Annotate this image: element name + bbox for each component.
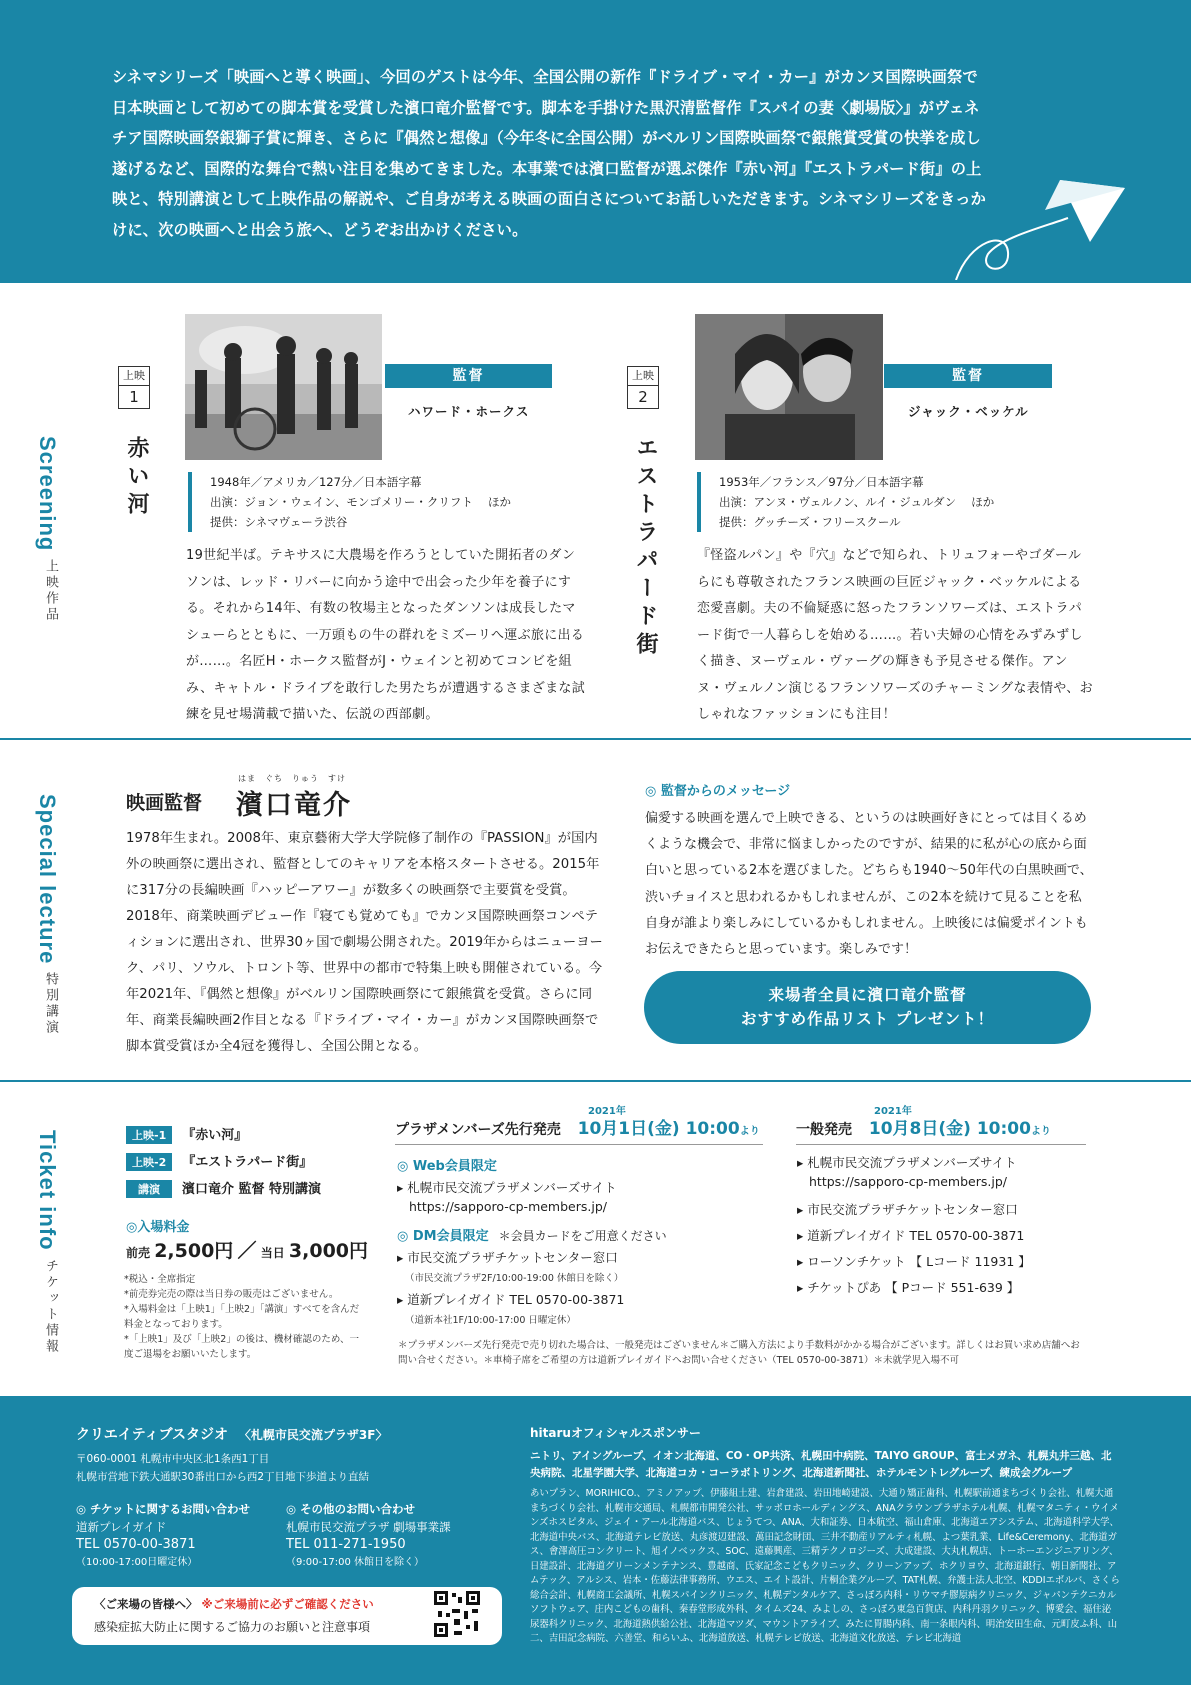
screening-label-jp: 上映作品 xyxy=(43,559,58,624)
intro-text: シネマシリーズ「映画へと導く映画」、今回のゲストは今年、全国公開の新作『ドライブ・マイ・カー』がカンヌ国際映画祭で日本映画として初めての脚本賞を受賞した濱口竜介監督です。脚本を手掛けた黒沢清監督作『スパイの妻〈劇場版〉』がヴェネチア国際映画祭銀獅子賞に輝き、さらに『偶然と想像』（今年冬に全国公開）がベルリン国際映画祭で銀熊賞受賞の快挙を成し遂げるなど、国際的な舞台で熱い注目を集めてきました。本事業では濱口監督が選ぶ傑作『赤い河』『エストラパード街』の上映と、特別講演として上映作品の解説や、ご自身が考える映画の面白さについてお話しいただきます。シネマシリーズをきっかけに、次の映画へと出会う旅へ、どうぞお出かけください。 xyxy=(112,68,987,239)
general-yori: より xyxy=(1030,1126,1051,1137)
general-item: ▸ 市民交流プラザチケットセンター窓口 xyxy=(797,1202,1018,1217)
notice-red: ※ご来場前に必ずご確認ください xyxy=(201,1597,374,1611)
program-name: 『エストラパード街』 xyxy=(182,1155,313,1170)
general-date: 10月8日(金) 10:00 xyxy=(868,1119,1031,1139)
film2-tag xyxy=(627,366,659,409)
general-item-site: 札幌市民交流プラザメンバーズサイト xyxy=(807,1155,1017,1170)
fee-notes xyxy=(124,1272,364,1362)
notice-heading xyxy=(94,1596,374,1612)
general-item-url[interactable]: https://sapporo-cp-members.jp/ xyxy=(809,1174,1007,1189)
gift-banner xyxy=(644,971,1091,1044)
ticket-label-jp: チケット情報 xyxy=(43,1258,58,1355)
web-heading: ◎ Web会員限定 xyxy=(397,1159,497,1174)
venue-sub: 〈札幌市民交流プラザ3F〉 xyxy=(238,1428,388,1442)
dm-item: ▸ 市民交流プラザチケットセンター窓口 （市民交流プラザ2F/10:00-19:00 休館日を除く） xyxy=(397,1250,624,1284)
program-badge: 上映-2 xyxy=(126,1153,172,1171)
fee-pre-price: 2,500円 xyxy=(154,1240,234,1262)
film2-title: エストラパード街 xyxy=(633,436,658,660)
film2-photo xyxy=(695,314,883,460)
divider xyxy=(0,1080,1191,1082)
fee-day-price: 3,000円 xyxy=(288,1240,369,1262)
divider xyxy=(0,738,1191,740)
dm-item-1: 市民交流プラザチケットセンター窓口 xyxy=(407,1250,618,1265)
ticket-contact-name: 道新プレイガイド xyxy=(76,1520,167,1534)
film2-meta-year: 1953年／フランス／97分／日本語字幕 xyxy=(719,475,924,489)
film1-meta-provider: 提供：シネマヴェーラ渋谷 xyxy=(210,515,348,529)
film1-number: 1 xyxy=(119,385,149,408)
dm-item-2-sub: （道新本社1F/10:00-17:00 日曜定休） xyxy=(405,1315,576,1326)
other-contact-tel[interactable]: TEL 011-271-1950 xyxy=(286,1537,406,1552)
program-badge: 講演 xyxy=(126,1180,172,1198)
general-item-lawson: ローソンチケット 【 Lコード 11931 】 xyxy=(807,1254,1031,1269)
fee-line xyxy=(126,1236,368,1263)
film2-synopsis: 『怪盗ルパン』や『穴』などで知られ、トリュフォーやゴダールらにも尊敬されたフランス映画の巨匠ジャック・ベッケルによる恋愛喜劇。夫の不倫疑惑に怒ったフランソワーズは、エストラパード街で一人暮らしを始める……。若い夫婦の心情をみずみずしく描き、ヌーヴェル・ヴァーグの輝きも予見させる傑作。アンヌ・ヴェルノン演じるフランソワーズのチャーミングな表情や、おしゃれなファッションにも注目！ xyxy=(697,548,1093,722)
fee-note: *「上映1」及び「上映2」の後は、機材確認のため、一度ご退場をお願いいたします。 xyxy=(124,1334,359,1360)
film1-meta-cast: 出演：ジョン・ウェイン、モンゴメリー・クリフト ほか xyxy=(210,495,512,509)
film2-director: ジャック・ベッケル xyxy=(908,404,1029,419)
program-name: 『赤い河』 xyxy=(182,1128,248,1143)
program-name: 濱口竜介 監督 特別講演 xyxy=(182,1182,322,1197)
general-item: ▸ 札幌市民交流プラザメンバーズサイト https://sapporo-cp-members.jp/ xyxy=(797,1155,1017,1189)
screening-label xyxy=(34,436,60,623)
notice-line2: 感染症拡大防止に関するご協力のお願いと注意事項 xyxy=(94,1620,371,1634)
film1-tag xyxy=(118,366,150,409)
address-line1: 〒060-0001 札幌市中央区北1条西1丁目 xyxy=(76,1453,270,1465)
ticket-contact-tel[interactable]: TEL 0570-00-3871 xyxy=(76,1537,196,1552)
fee-note: *入場料金は「上映1」「上映2」「講演」すべてを含んだ料金となっております。 xyxy=(124,1304,360,1330)
film1-title: 赤い河 xyxy=(124,436,149,520)
fee-day-label: 当日 xyxy=(260,1246,285,1260)
member-yori: より xyxy=(739,1126,760,1137)
fee-pre-label: 前売 xyxy=(126,1246,151,1260)
film1-meta xyxy=(188,472,511,532)
film2-number: 2 xyxy=(628,385,658,408)
program-row xyxy=(126,1124,247,1144)
fee-heading: ◎入場料金 xyxy=(126,1220,190,1235)
dm-item-1-sub: （市民交流プラザ2F/10:00-19:00 休館日を除く） xyxy=(405,1273,624,1284)
venue-address xyxy=(76,1450,369,1486)
other-contact-name: 札幌市民交流プラザ 劇場事業課 xyxy=(286,1520,451,1534)
ticket-contact-hours: （10:00-17:00日曜定休） xyxy=(76,1557,198,1568)
member-year: 2021年 xyxy=(588,1106,626,1117)
ticket-label-en: Ticket info xyxy=(35,1130,60,1251)
dm-heading xyxy=(397,1225,667,1244)
ticket-footnote: ＊プラザメンバーズ先行発売で売り切れた場合は、一般発売はございません＊ご購入方法により手数料がかかる場合がございます。詳しくはお買い求め店舗へお問い合せください。＊車椅子席をご希望の方は道新プレイガイドへお問い合せください（TEL 0570-00-3871）＊未就学児入場不可 xyxy=(398,1340,1080,1366)
member-heading xyxy=(395,1114,763,1145)
venue-name: クリエイティブスタジオ xyxy=(76,1427,229,1443)
ticket-contact-heading: ◎ チケットに関するお問い合わせ xyxy=(76,1502,251,1516)
fee-note: *税込・全席指定 xyxy=(124,1274,196,1285)
ticket-contact xyxy=(76,1500,250,1572)
ticket-label xyxy=(34,1130,60,1355)
general-year: 2021年 xyxy=(874,1106,912,1117)
message-body: 偏愛する映画を選んで上映できる、というのは映画好きにとっては目くるめくような機会で、非常に悩ましかったのですが、結果的に私が心の底から面白いと思っている2本を選びました。どちらも1940〜50年代の白黒映画で、渋いチョイスと思われるかもしれませんが、この2本を続けて見ることを私自身が誰より楽しみにしているかもしれません。上映後には偏愛ポイントもお伝えできたらと思っています。楽しみです！ xyxy=(645,811,1093,958)
message-heading: ◎ 監督からのメッセージ xyxy=(645,784,791,799)
member-heading-text: プラザメンバーズ先行発売 xyxy=(395,1122,561,1138)
venue xyxy=(76,1424,387,1444)
web-site: 札幌市民交流プラザメンバーズサイト xyxy=(407,1180,617,1195)
film2-meta xyxy=(697,472,994,532)
member-date: 10月1日(金) 10:00 xyxy=(577,1119,740,1139)
paper-plane-icon xyxy=(950,180,1130,280)
dm-note: ＊会員カードをご用意ください xyxy=(498,1229,667,1243)
program-row xyxy=(126,1151,312,1171)
film2-director-label: 監督 xyxy=(884,364,1052,388)
sponsor-heading: hitaruオフィシャルスポンサー xyxy=(530,1426,702,1440)
general-item: ▸ チケットぴあ 【 Pコード 551-639 】 xyxy=(797,1280,1020,1295)
film2-meta-cast: 出演：アンヌ・ヴェルノン、ルイ・ジュルダン ほか xyxy=(719,495,995,509)
fee-separator: ／ xyxy=(237,1240,257,1262)
dm-item: ▸ 道新プレイガイド TEL 0570-00-3871 （道新本社1F/10:00-17:00 日曜定休） xyxy=(397,1292,625,1326)
intro-banner xyxy=(0,0,1191,283)
other-contact-hours: （9:00-17:00 休館日を除く） xyxy=(286,1557,425,1568)
film1-photo xyxy=(185,314,382,460)
general-heading-text: 一般発売 xyxy=(796,1122,852,1138)
web-url[interactable]: https://sapporo-cp-members.jp/ xyxy=(409,1199,607,1214)
lecture-label-jp: 特別講演 xyxy=(43,972,58,1037)
film1-synopsis: 19世紀半ば。テキサスに大農場を作ろうとしていた開拓者のダンソンは、レッド・リバーに向かう途中で出会った少年を養子にする。それから14年、有数の牧場主となったダンソンは成長したマシューらとともに、一万頭もの牛の群れをミズーリへ運ぶ旅に出るが……。名匠H・ホークス監督がJ・ウェインと初めてコンビを組み、キャトル・ドライブを敢行した男たちが遭遇するさまざまな試練を見せ場満載で描いた、伝説の西部劇。 xyxy=(186,548,586,722)
dm-item-2: 道新プレイガイド TEL 0570-00-3871 xyxy=(407,1292,625,1307)
other-contact xyxy=(286,1500,451,1572)
film1-director-label: 監督 xyxy=(385,364,552,388)
lecture-label xyxy=(34,794,60,1036)
general-item-pia: チケットぴあ 【 Pコード 551-639 】 xyxy=(807,1280,1020,1295)
lecture-bio: 1978年生まれ。2008年、東京藝術大学大学院修了制作の『PASSION』が国内外の映画祭に選出され、監督としてのキャリアを本格スタートさせる。2015年に317分の長編映画『ハッピーアワー』が数多くの映画祭で主要賞を受賞。2018年、商業映画デビュー作『寝ても覚めても』でカンヌ国際映画祭コンペティションに選出され、世界30ヶ国で劇場公開された。2019年からはニューヨーク、パリ、ソウル、トロント等、世界中の都市で特集上映も開催されている。今年2021年、『偶然と想像』がベルリン国際映画祭にて銀熊賞を受賞。さらに同年、商業長編映画2作目となる『ドライブ・マイ・カー』がカンヌ国際映画祭で脚本賞受賞ほか全4冠を獲得し、全国公開となる。 xyxy=(126,831,603,1054)
other-contact-heading: ◎ その他のお問い合わせ xyxy=(286,1502,416,1516)
film1-director: ハワード・ホークス xyxy=(408,404,530,419)
program-row xyxy=(126,1178,321,1198)
sponsor-list: あいプラン、MORIHICO.、アミノアップ、伊藤組土建、岩倉建設、岩田地崎建設、大通り矯正歯科、札幌駅前通まちづくり会社、札幌大通まちづくり会社、札幌市交通局、札幌都市開発公社、サッポロホールディングス、ANAクラウンプラザホテル札幌、札幌マタニティ・ウイメンズホスピタル、ジェイ・アール北海道バス、じょうてつ、ANA、大和証券、日本航空、福山倉庫、北海道エアシステム、北海道科学大学、北海道中央バス、北海道テレビ放送、丸彦渡辺建設、萬田記念財団、三井不動産リアルティ札幌、よつ葉乳業、Life&Ceremony、北海道ガス、會澤高圧コンクリート、旭イノベックス、SOC、遠藤興産、三精テクノロジーズ、大成建設、大丸札幌店、トーホーエンジニアリング、日建設計、北海道グリーンメンテナンス、豊越商、氏家記念こどもクリニック、クリーンアップ、ホクリヨウ、北海道銀行、朝日新聞社、アムテック、アルシス、岩本・佐藤法律事務所、ウエス、エイト設計、片桐企業グループ、TAT札幌、弁護士法人北空、KDDIエボルバ、さくら総合会計、札幌商工会議所、札幌スパインクリニック、札幌デンタルケア、さっぽろ内科・リウマチ膠原病クリニック、ジャパンテクニカルソフトウェア、庄内こどもの歯科、秦春堂形成外科、タイムズ24、みよしの、さっぽろ東急百貨店、内科丹羽クリニック、博愛会、福住泌尿器科クリニック、北海道熱供給公社、北海道マツダ、マウントアライブ、みたに胃腸内科、南一条眼内科、明治安田生命、元町皮ふ科、山二、吉田記念病院、六善堂、和らいふ、北海道放送、札幌テレビ放送、北海道文化放送、テレビ北海道 xyxy=(530,1488,1120,1644)
fee-note: *前売券完売の際は当日券の販売はございません。 xyxy=(124,1289,339,1300)
general-item: ▸ ローソンチケット 【 Lコード 11931 】 xyxy=(797,1254,1031,1269)
lecture-ruby: はま ぐち りゅう すけ xyxy=(238,774,346,783)
film2-meta-provider: 提供：グッチーズ・フリースクール xyxy=(719,515,901,529)
screening-label-en: Screening xyxy=(35,436,60,552)
general-item: ▸ 道新プレイガイド TEL 0570-00-3871 xyxy=(797,1228,1025,1243)
qr-code-icon[interactable] xyxy=(432,1589,482,1639)
lecture-name: 濱口竜介 xyxy=(236,790,352,821)
general-item-counter: 市民交流プラザチケットセンター窓口 xyxy=(807,1202,1018,1217)
gift-line2: おすすめ作品リスト プレゼント！ xyxy=(740,1010,995,1028)
film1-meta-year: 1948年／アメリカ／127分／日本語字幕 xyxy=(210,475,422,489)
lecture-label-en: Special lecture xyxy=(35,794,60,965)
film2-tag-label: 上映 xyxy=(632,369,654,382)
lecture-role: 映画監督 xyxy=(126,792,203,814)
notice-line1: 〈ご来場の皆様へ〉 xyxy=(94,1597,198,1611)
web-item: ▸ 札幌市民交流プラザメンバーズサイト https://sapporo-cp-members.jp/ xyxy=(397,1180,617,1214)
general-item-doshin: 道新プレイガイド TEL 0570-00-3871 xyxy=(807,1228,1025,1243)
film1-tag-label: 上映 xyxy=(123,369,145,382)
sponsor-main: ニトリ、アイングループ、イオン北海道、CO・OP共済、札幌田中病院、TAIYO GROUP、富士メガネ、札幌丸井三越、北央病院、北星学園大学、北海道コカ・コーラボトリング、北海道新聞社、ホテルモントレグループ、練成会グループ xyxy=(530,1450,1112,1479)
dm-heading-text: ◎ DM会員限定 xyxy=(397,1229,489,1244)
gift-line1: 来場者全員に濱口竜介監督 xyxy=(768,986,967,1004)
program-badge: 上映-1 xyxy=(126,1126,172,1144)
address-line2: 札幌市営地下鉄大通駅30番出口から西2丁目地下歩道より直結 xyxy=(76,1471,370,1483)
general-heading xyxy=(796,1114,1086,1145)
